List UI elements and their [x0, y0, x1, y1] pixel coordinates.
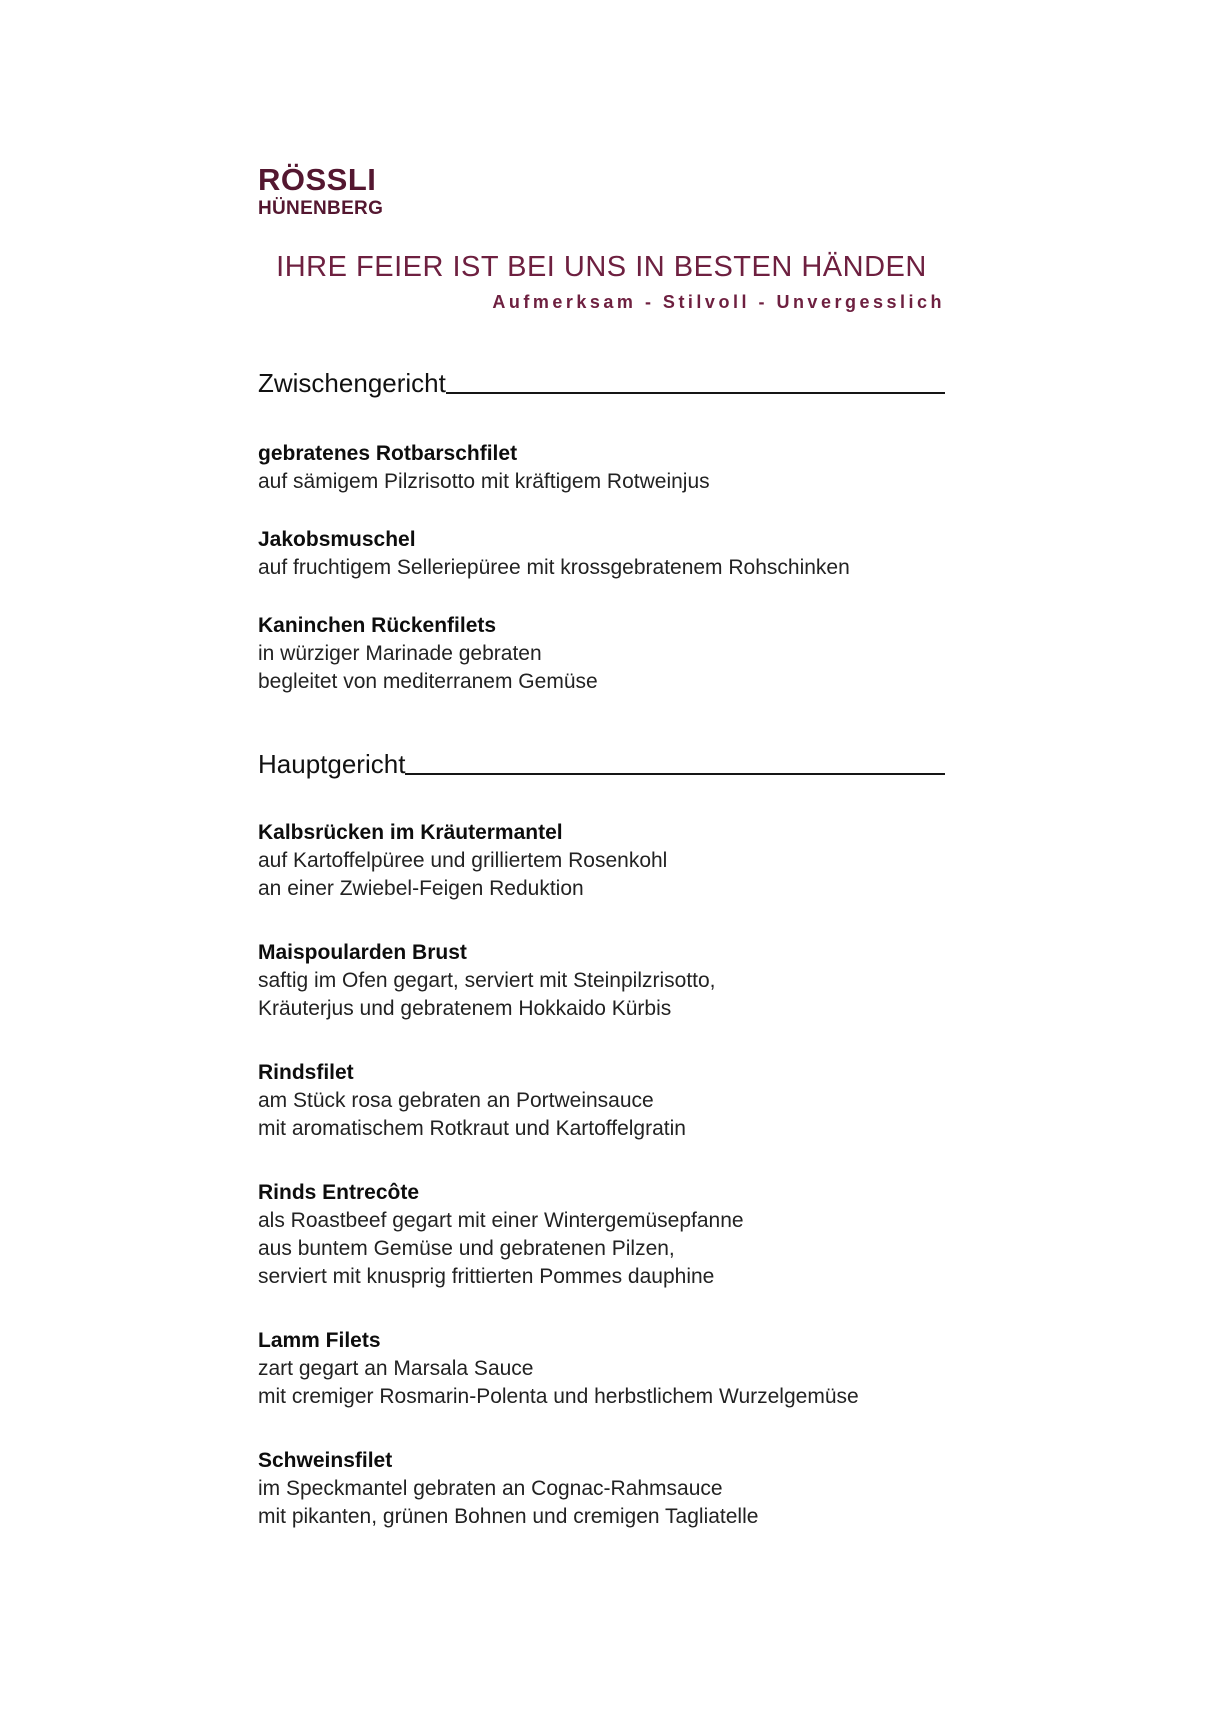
section-hauptgericht — [258, 749, 945, 1531]
hero-claim — [258, 250, 945, 313]
menu-item — [258, 819, 945, 903]
section-zwischengericht — [258, 368, 945, 696]
item-description-line: auf fruchtigem Selleriepüree mit krossgebratenem Rohschinken — [258, 556, 850, 579]
hero-tagline: Aufmerksam - Stilvoll - Unvergesslich — [492, 292, 945, 312]
menu-item — [258, 440, 945, 496]
item-description-line: zart gegart an Marsala Sauce — [258, 1357, 534, 1380]
logo-location: HÜNENBERG — [258, 198, 384, 219]
hero-headline: IHRE FEIER IST BEI UNS IN BESTEN HÄNDEN — [276, 251, 927, 283]
item-name: Kalbsrücken im Kräutermantel — [258, 821, 563, 844]
item-description-line: mit pikanten, grünen Bohnen und cremigen Tagliatelle — [258, 1505, 759, 1528]
item-description-line: in würziger Marinade gebraten — [258, 642, 542, 665]
section-title — [258, 368, 945, 398]
item-name: Kaninchen Rückenfilets — [258, 614, 497, 637]
item-description-line: am Stück rosa gebraten an Portweinsauce — [258, 1089, 654, 1112]
item-name: Rindsfilet — [258, 1061, 354, 1084]
logo-wordmark: RÖSSLI — [258, 162, 377, 197]
item-description-line: als Roastbeef gegart mit einer Wintergemüsepfanne — [258, 1209, 744, 1232]
menu-item — [258, 1059, 945, 1143]
item-name: Rinds Entrecôte — [258, 1181, 420, 1204]
item-description-line: mit cremiger Rosmarin-Polenta und herbstlichem Wurzelgemüse — [258, 1385, 859, 1408]
section-title-text: Hauptgericht — [258, 749, 406, 779]
section-title-rule — [446, 392, 945, 394]
item-name: gebratenes Rotbarschfilet — [258, 442, 518, 465]
item-description-line: aus buntem Gemüse und gebratenen Pilzen, — [258, 1237, 675, 1260]
item-description-line: auf sämigem Pilzrisotto mit kräftigem Rotweinjus — [258, 470, 710, 493]
section-title-rule — [405, 773, 945, 775]
item-name: Jakobsmuschel — [258, 528, 416, 551]
item-description-line: an einer Zwiebel-Feigen Reduktion — [258, 877, 584, 900]
item-description-line: serviert mit knusprig frittierten Pommes dauphine — [258, 1265, 715, 1288]
section-title — [258, 749, 945, 779]
item-description-line: auf Kartoffelpüree und grilliertem Rosenkohl — [258, 849, 668, 872]
item-description-line: mit aromatischem Rotkraut und Kartoffelgratin — [258, 1117, 686, 1140]
section-title-text: Zwischengericht — [258, 368, 446, 398]
item-name: Schweinsfilet — [258, 1449, 393, 1472]
item-name: Lamm Filets — [258, 1329, 381, 1352]
item-description-line: Kräuterjus und gebratenem Hokkaido Kürbis — [258, 997, 672, 1020]
item-description-line: saftig im Ofen gegart, serviert mit Steinpilzrisotto, — [258, 969, 716, 992]
menu-item — [258, 526, 945, 582]
restaurant-logo — [258, 163, 383, 220]
item-name: Maispoularden Brust — [258, 941, 467, 964]
item-description-line: im Speckmantel gebraten an Cognac-Rahmsauce — [258, 1477, 723, 1500]
section-body — [258, 440, 945, 696]
menu-content — [258, 368, 945, 1531]
section-body — [258, 819, 945, 1531]
menu-item — [258, 1327, 945, 1411]
menu-item — [258, 1447, 945, 1531]
menu-item — [258, 939, 945, 1023]
menu-item — [258, 612, 945, 696]
menu-item — [258, 1179, 945, 1291]
item-description-line: begleitet von mediterranem Gemüse — [258, 670, 598, 693]
